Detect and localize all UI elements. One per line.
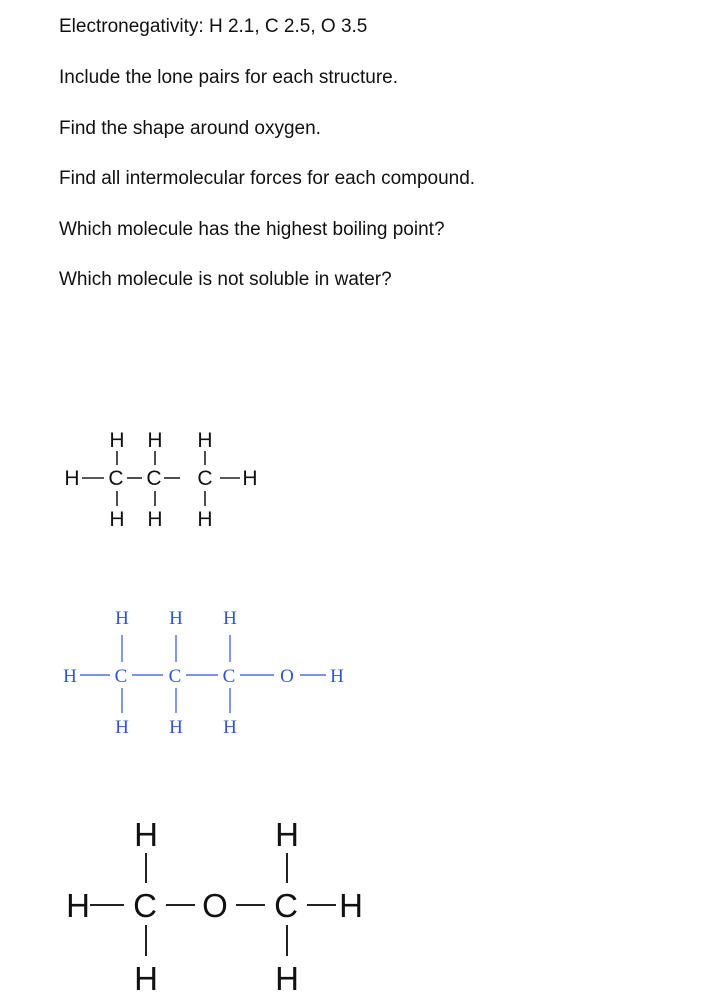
atom-h: H — [147, 508, 163, 531]
atom-h: H — [169, 608, 183, 629]
atom-h: H — [63, 666, 77, 687]
atom-h: H — [147, 429, 163, 452]
propane-structure — [0, 415, 710, 535]
atom-h: H — [115, 717, 129, 738]
atom-h: H — [134, 960, 158, 997]
atom-c: C — [133, 887, 157, 924]
atom-h: H — [64, 467, 80, 490]
atom-o: O — [202, 887, 228, 924]
atom-c: C — [222, 666, 236, 687]
atom-h: H — [109, 508, 125, 531]
atom-h: H — [134, 816, 158, 853]
atom-h: H — [275, 960, 299, 997]
atom-h: H — [339, 887, 363, 924]
atom-h: H — [330, 666, 344, 687]
atom-c: C — [168, 666, 182, 687]
question-not-soluble: Which molecule is not soluble in water? — [59, 269, 392, 290]
atom-h: H — [223, 717, 237, 738]
question-highest-boiling-point: Which molecule has the highest boiling point? — [59, 219, 445, 240]
atom-c: C — [114, 666, 128, 687]
atom-h: H — [109, 429, 125, 452]
atom-o: O — [280, 666, 294, 687]
atom-h: H — [115, 608, 129, 629]
atom-c: C — [274, 887, 298, 924]
atom-h: H — [197, 429, 213, 452]
question-shape-oxygen: Find the shape around oxygen. — [59, 118, 321, 139]
atom-h: H — [223, 608, 237, 629]
atom-h: H — [66, 887, 90, 924]
atom-h: H — [275, 816, 299, 853]
question-lone-pairs: Include the lone pairs for each structure. — [59, 67, 399, 88]
atom-c: C — [146, 467, 162, 490]
electronegativity-line: Electronegativity: H 2.1, C 2.5, O 3.5 — [59, 16, 368, 37]
atom-h: H — [242, 467, 258, 490]
atom-h: H — [197, 508, 213, 531]
atom-h: H — [169, 717, 183, 738]
dimethyl-ether-structure — [0, 810, 710, 1001]
atom-c: C — [108, 467, 124, 490]
question-intermolecular-forces: Find all intermolecular forces for each compound. — [59, 168, 476, 189]
atom-c: C — [197, 467, 213, 490]
propanol-structure — [0, 600, 710, 740]
